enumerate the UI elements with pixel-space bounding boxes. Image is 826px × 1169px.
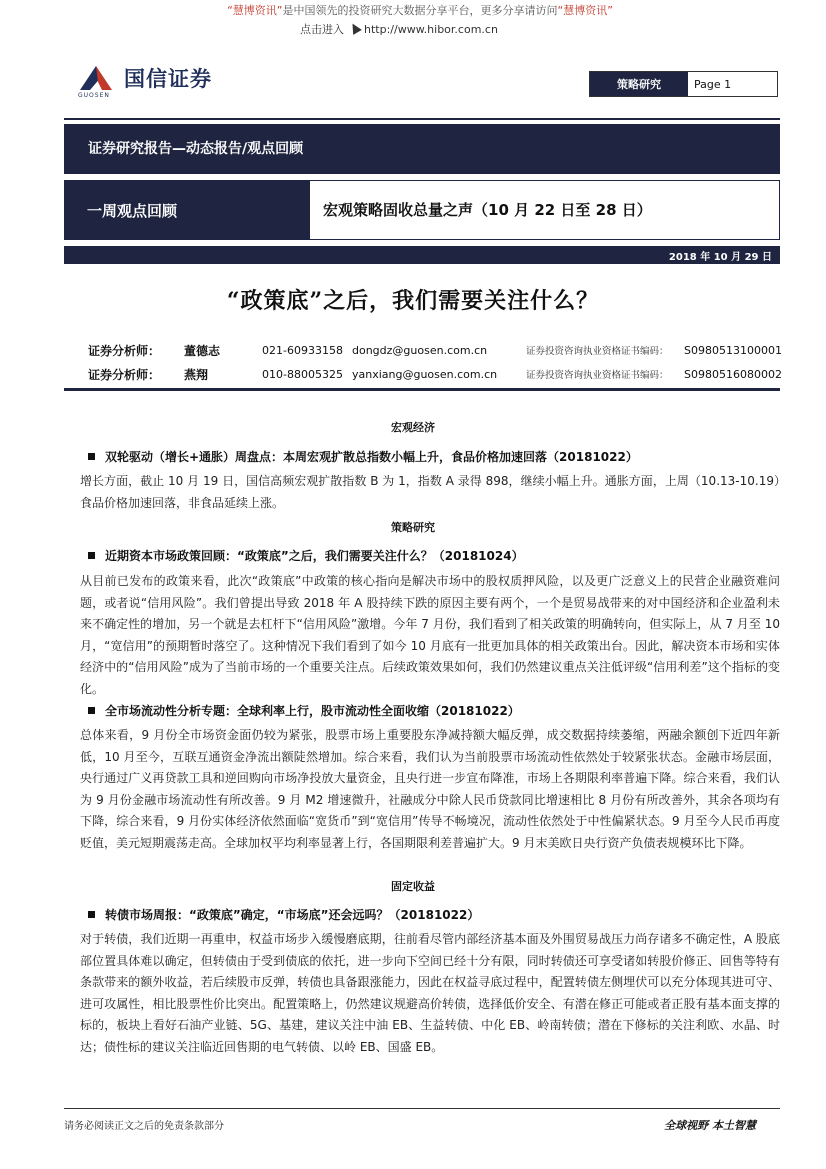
analyst-cert-number: S0980516080002 — [684, 367, 782, 381]
promo-brand: “慧博资讯” — [227, 4, 283, 17]
analyst-name: 燕翔 — [184, 367, 209, 382]
section-title-fixed-income: 固定收益 — [391, 880, 435, 893]
item-title: 转债市场周报：“政策底”确定，“市场底”还会远吗？（20181022） — [105, 908, 480, 922]
analyst-divider — [64, 388, 780, 391]
item-body: 从目前已发布的政策来看，此次“政策底”中政策的核心指向是解决市场中的股权质押风险，以及更广泛意义上的民营企业融资难问题，或者说“信用风险”。我们曾提出导致 2018 年 A 股持续下跌的原因主要有两个，一个是贸易战带来的对中国经济和企业盈利未来不确定性的增加，另一个就是去杠杆下“信用风险”激增。今年 7 月份，我们看到了相关政策的明确转向，但实际上，从 7 月至 10 月，“宽信用”的预期暂时落空了。这种情况下我们看到了如今 10 月底有一批更加具体的相关政策出台。因此，解决资本市场和实体经济中的“信用风险”成为了当前市场的一个重要关注点。后续政策效果如何，我们仍然建议重点关注低评级“信用利差”这个指标的变化。 — [80, 574, 780, 696]
promo-banner — [150, 3, 690, 19]
list-item — [88, 448, 780, 465]
analyst-email[interactable]: dongdz@guosen.com.cn — [352, 343, 488, 357]
logo-mark-icon — [76, 60, 116, 96]
page-number: Page 1 — [694, 77, 732, 91]
header-box — [589, 71, 778, 97]
section-title-strategy: 策略研究 — [391, 521, 435, 534]
subheader-right: 宏观策略固收总量之声（10 月 22 日至 28 日） — [323, 201, 652, 219]
footer-disclaimer: 请务必阅读正文之后的免责条款部分 — [64, 1121, 224, 1132]
footer-slogan: 全球视野 本土智慧 — [664, 1119, 756, 1132]
analyst-cert-number: S0980513100001 — [684, 343, 782, 357]
analyst-phone: 021-60933158 — [262, 343, 343, 357]
analyst-cert-label: 证券投资咨询执业资格证书编码： — [526, 346, 669, 357]
date-bar — [64, 246, 780, 264]
bullet-icon — [88, 911, 95, 918]
company-logo — [76, 60, 212, 96]
report-type: 证券研究报告—动态报告/观点回顾 — [88, 141, 304, 157]
logo-subtext: GUOSEN — [78, 92, 110, 99]
item-title: 双轮驱动（增长+通胀）周盘点：本周宏观扩散总指数小幅上升，食品价格加速回落（20181022） — [105, 450, 638, 464]
analyst-cert-label: 证券投资咨询执业资格证书编码： — [526, 370, 669, 381]
item-body: 总体来看，9 月份全市场资金面仍较为紧张，股票市场上重要股东净减持额大幅反弹，成交数据持续萎缩，两融余额创下近四年新低，10 月至今，互联互通资金净流出额陡然增加。综合来看，我们认为当前股票市场流动性依然处于较紧张状态。金融市场层面，央行通过广义再贷款工具和逆回购向市场净投放大量资金，且央行进一步宣布降准，市场上各期限利率普遍下降。综合来看，我们认为 9 月份金融市场流动性有所改善。9 月 M2 增速微升，社融成分中除人民币贷款同比增速相比 8 月份有所改善外，其余各项均有下降，综合来看，9 月份实体经济依然面临“宽货币”到“宽信用”传导不畅境况，流动性依然处于中性偏紧状态。9 月至今人民币再度贬值，美元短期震荡走高。全球加权平均利率显著上行，各国期限利差普遍扩大。9 月末美欧日央行资产负债表规模环比下降。 — [80, 728, 780, 850]
promo-link[interactable] — [300, 21, 498, 37]
promo-url[interactable]: http://www.hibor.com.cn — [364, 22, 498, 36]
page-title: “政策底”之后，我们需要关注什么？ — [226, 288, 600, 314]
cursor-icon — [348, 23, 360, 35]
list-item — [88, 906, 780, 923]
bullet-icon — [88, 552, 95, 559]
subheader-band — [64, 180, 780, 240]
item-body: 增长方面，截止 10 月 19 日，国信高频宏观扩散指数 B 为 1，指数 A 录得 898，继续小幅上升。通胀方面，上周（10.13-10.19）食品价格加速回落，非食品延续上涨。 — [80, 474, 780, 510]
item-body: 对于转债，我们近期一再重申，权益市场步入缓慢磨底期，往前看尽管内部经济基本面及外围贸易战压力尚存诸多不确定性，A 股底部位置具体难以确定，但转债由于受到债底的依托，进一步向下空间已经十分有限，同时转债还可享受诸如转股价修正、回售等特有条款带来的额外收益，若后续股市反弹，转债也具备跟涨能力，因此在权益寻底过程中，配置转债左侧埋伏可以充分体现其进可守、进可攻属性，相比股票性价比突出。配置策略上，仍然建议规避高价转债，选择低价安全、有潜在修正可能或者正股有基本面支撑的标的，板块上看好石油产业链、5G、基建，建议关注中油 EB、生益转债、中化 EB、岭南转债；潜在下修标的关注利欧、水晶、时达；债性标的建议关注临近回售期的电气转债、以岭 EB、国盛 EB。 — [80, 932, 780, 1054]
report-type-band — [64, 124, 780, 174]
list-item — [88, 702, 780, 719]
bullet-icon — [88, 707, 95, 714]
analyst-phone: 010-88005325 — [262, 367, 343, 381]
logo-text: 国信证券 — [124, 66, 212, 91]
promo-link-label: 点击进入 — [300, 23, 344, 36]
bullet-icon — [88, 453, 95, 460]
analyst-role: 证券分析师： — [88, 367, 161, 382]
analyst-email[interactable]: yanxiang@guosen.com.cn — [352, 367, 498, 381]
header-divider — [64, 118, 780, 120]
item-title: 全市场流动性分析专题：全球利率上行，股市流动性全面收缩（20181022） — [105, 704, 520, 718]
header-category: 策略研究 — [590, 72, 688, 96]
section-title-macro: 宏观经济 — [391, 421, 435, 434]
promo-brand-2: “慧博资讯” — [557, 4, 613, 17]
analyst-name: 董德志 — [184, 343, 221, 358]
report-date: 2018 年 10 月 29 日 — [668, 251, 772, 263]
list-item — [88, 547, 780, 564]
item-title: 近期资本市场政策回顾：“政策底”之后，我们需要关注什么？（20181024） — [105, 549, 524, 563]
promo-text: 是中国领先的投资研究大数据分享平台，更多分享请访问 — [282, 4, 558, 17]
subheader-left: 一周观点回顾 — [65, 181, 310, 239]
analyst-role: 证券分析师： — [88, 343, 161, 358]
footer-divider — [64, 1108, 780, 1109]
